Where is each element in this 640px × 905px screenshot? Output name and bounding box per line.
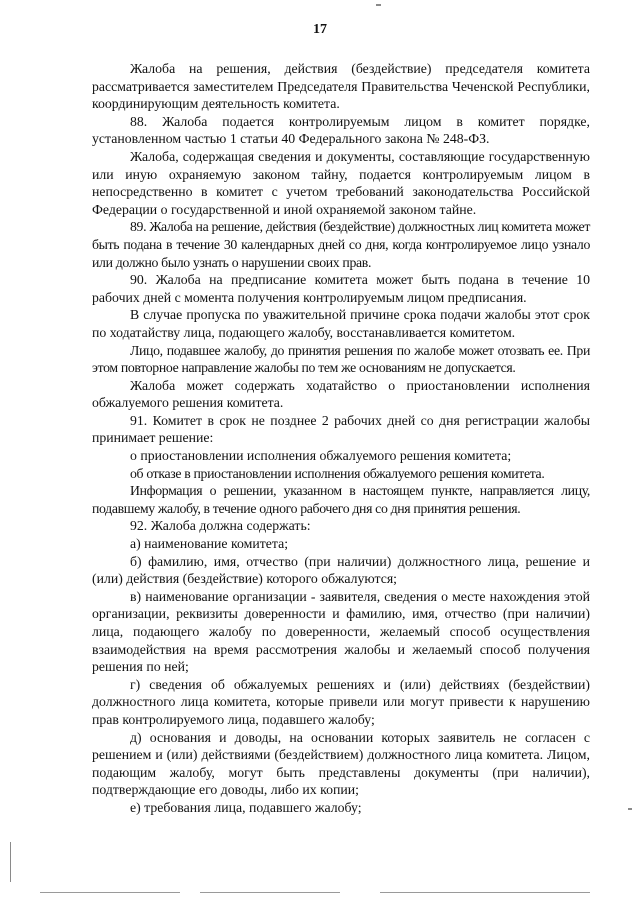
paragraph-88: 88. Жалоба подается контролируемым лицом в комитет порядке, установленном частью 1 статьи 40 Федерального закона № 248-ФЗ.: [92, 113, 590, 147]
paragraph-91-option-refuse: об отказе в приостановлении исполнения обжалуемого решения комитета.: [130, 465, 545, 481]
page-number: 17: [313, 22, 327, 37]
paragraph-decision-info: Информация о решении, указанном в настоящем пункте, направляется лицу, подавшему жалобу, в течение одного рабочего дня со дня принятия решения.: [92, 483, 590, 516]
paragraph-91-option-suspend: о приостановлении исполнения обжалуемого решения комитета;: [130, 448, 512, 464]
paragraph-deadline-restore: В случае пропуска по уважительной причине срока подачи жалобы этот срок по ходатайству лица, подающего жалобу, восстанавливается комитетом.: [92, 307, 590, 340]
list-item-d: д) основания и доводы, на основании которых заявитель не согласен с решением и (или) действиями (бездействием) должностного лица комитета. Лицом, подающим жалобу, могут быть представлены документы (при наличии), подтверждающие его доводы, либо их копии;: [92, 729, 590, 798]
paragraph-suspension-request: Жалоба может содержать ходатайство о приостановлении исполнения обжалуемого решения комитета.: [92, 377, 590, 411]
list-item-b: б) фамилию, имя, отчество (при наличии) должностного лица, решение и (или) действия (бездействие) которого обжалуются;: [92, 553, 590, 587]
scan-mark-right-margin: [628, 808, 632, 810]
paragraph-89: 89. Жалоба на решение, действия (бездействие) должностных лиц комитета может быть подана в течение 30 календарных дней со дня, когда контролируемое лицо узнало или должно было узнать о нарушении своих прав.: [92, 219, 590, 270]
scan-line-3: [380, 892, 590, 893]
scan-line-1: [40, 892, 180, 893]
list-item-v: в) наименование организации - заявителя, сведения о месте нахождения этой организации, реквизиты доверенности и фамилию, имя, отчество (при наличии) лица, подающего жалобу по доверенности, желаемый способ осуществления взаимодействия на время рассмотрения жалобы и желаемый способ получения решения по ней;: [92, 588, 590, 675]
paragraph-withdraw: Лицо, подавшее жалобу, до принятия решения по жалобе может отозвать ее. При этом повторное направление жалобы по тем же основаниям не допускается.: [92, 342, 590, 376]
paragraph-complaint-chairman: Жалоба на решения, действия (бездействие) председателя комитета рассматривается заместителем Председателя Правительства Чеченской Республики, координирующим деятельность комитета.: [92, 61, 590, 112]
scan-mark-left-margin: [10, 842, 11, 882]
paragraph-92: 92. Жалоба должна содержать:: [130, 518, 311, 534]
scan-mark-top: [376, 4, 381, 6]
list-item-a: а) наименование комитета;: [130, 536, 289, 552]
list-item-e: е) требования лица, подавшего жалобу;: [130, 799, 362, 815]
scan-line-2: [200, 892, 340, 893]
paragraph-secret-info: Жалоба, содержащая сведения и документы, составляющие государственную или иную охраняемую законом тайну, подается контролируемым лицом в непосредственно в комитет с учетом требований законодательства Российской Федерации о государственной и иной охраняемой законом тайне.: [92, 148, 590, 217]
list-item-g: г) сведения об обжалуемых решениях и (или) действиях (бездействии) должностного лица комитета, которые привели или могут привести к нарушению прав контролируемого лица, подавшего жалобу;: [92, 676, 590, 727]
document-body: [92, 60, 590, 817]
paragraph-91: 91. Комитет в срок не позднее 2 рабочих дней со дня регистрации жалобы принимает решение:: [92, 412, 590, 446]
paragraph-90: 90. Жалоба на предписание комитета может быть подана в течение 10 рабочих дней с момента получения контролируемым лицом предписания.: [92, 272, 590, 305]
